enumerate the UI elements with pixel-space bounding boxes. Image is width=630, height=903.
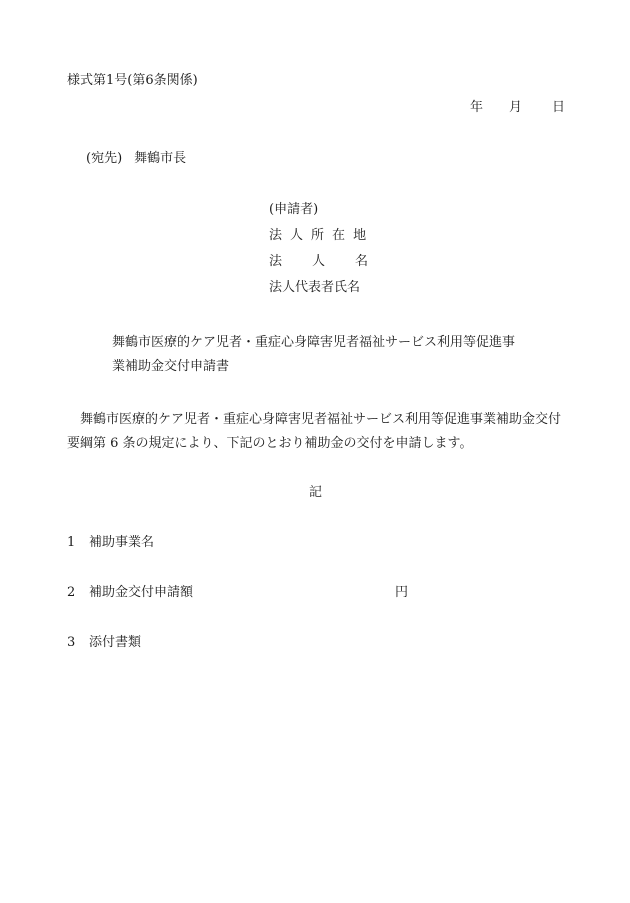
item-number: 3 [67,635,76,650]
addressee-prefix: (宛先) [86,151,123,166]
date-day-label: 日 [552,100,566,115]
date-line [470,101,565,114]
item-project-name [67,536,154,549]
item-attachments [67,636,141,649]
document-title [112,331,515,379]
body-paragraph: 舞鶴市医療的ケア児者・重症心身障害児者福祉サービス利用等促進事業補助金交付要綱第 6 条の規定により、下記のとおり補助金の交付を申請します。 [67,412,562,451]
ki-heading: 記 [309,485,323,500]
item-number: 1 [67,535,76,550]
item-number: 2 [67,585,76,600]
yen-unit: 円 [395,585,409,600]
document-title-line2: 業補助金交付申請書 [112,359,230,374]
date-month-label: 月 [509,100,523,115]
corporation-address-label: 法 人 所 在 地 [269,228,367,243]
representative-name-label: 法人代表者氏名 [269,280,361,295]
addressee-name: 舞鶴市長 [134,151,187,166]
document-title-line1: 舞鶴市医療的ケア児者・重症心身障害児者福祉サービス利用等促進事 [112,335,516,350]
item-label: 補助金交付申請額 [89,585,194,600]
corporation-name-label: 法 人 名 [269,254,369,269]
date-year-label: 年 [470,100,484,115]
application-body-text [67,408,567,456]
addressee [86,152,186,165]
applicant-block [269,203,398,307]
item-label: 添付書類 [89,635,142,650]
item-label: 補助事業名 [89,535,155,550]
applicant-heading: (申請者) [269,202,319,217]
item-requested-amount [67,586,193,599]
form-number-label: 様式第1号(第6条関係) [67,73,198,88]
